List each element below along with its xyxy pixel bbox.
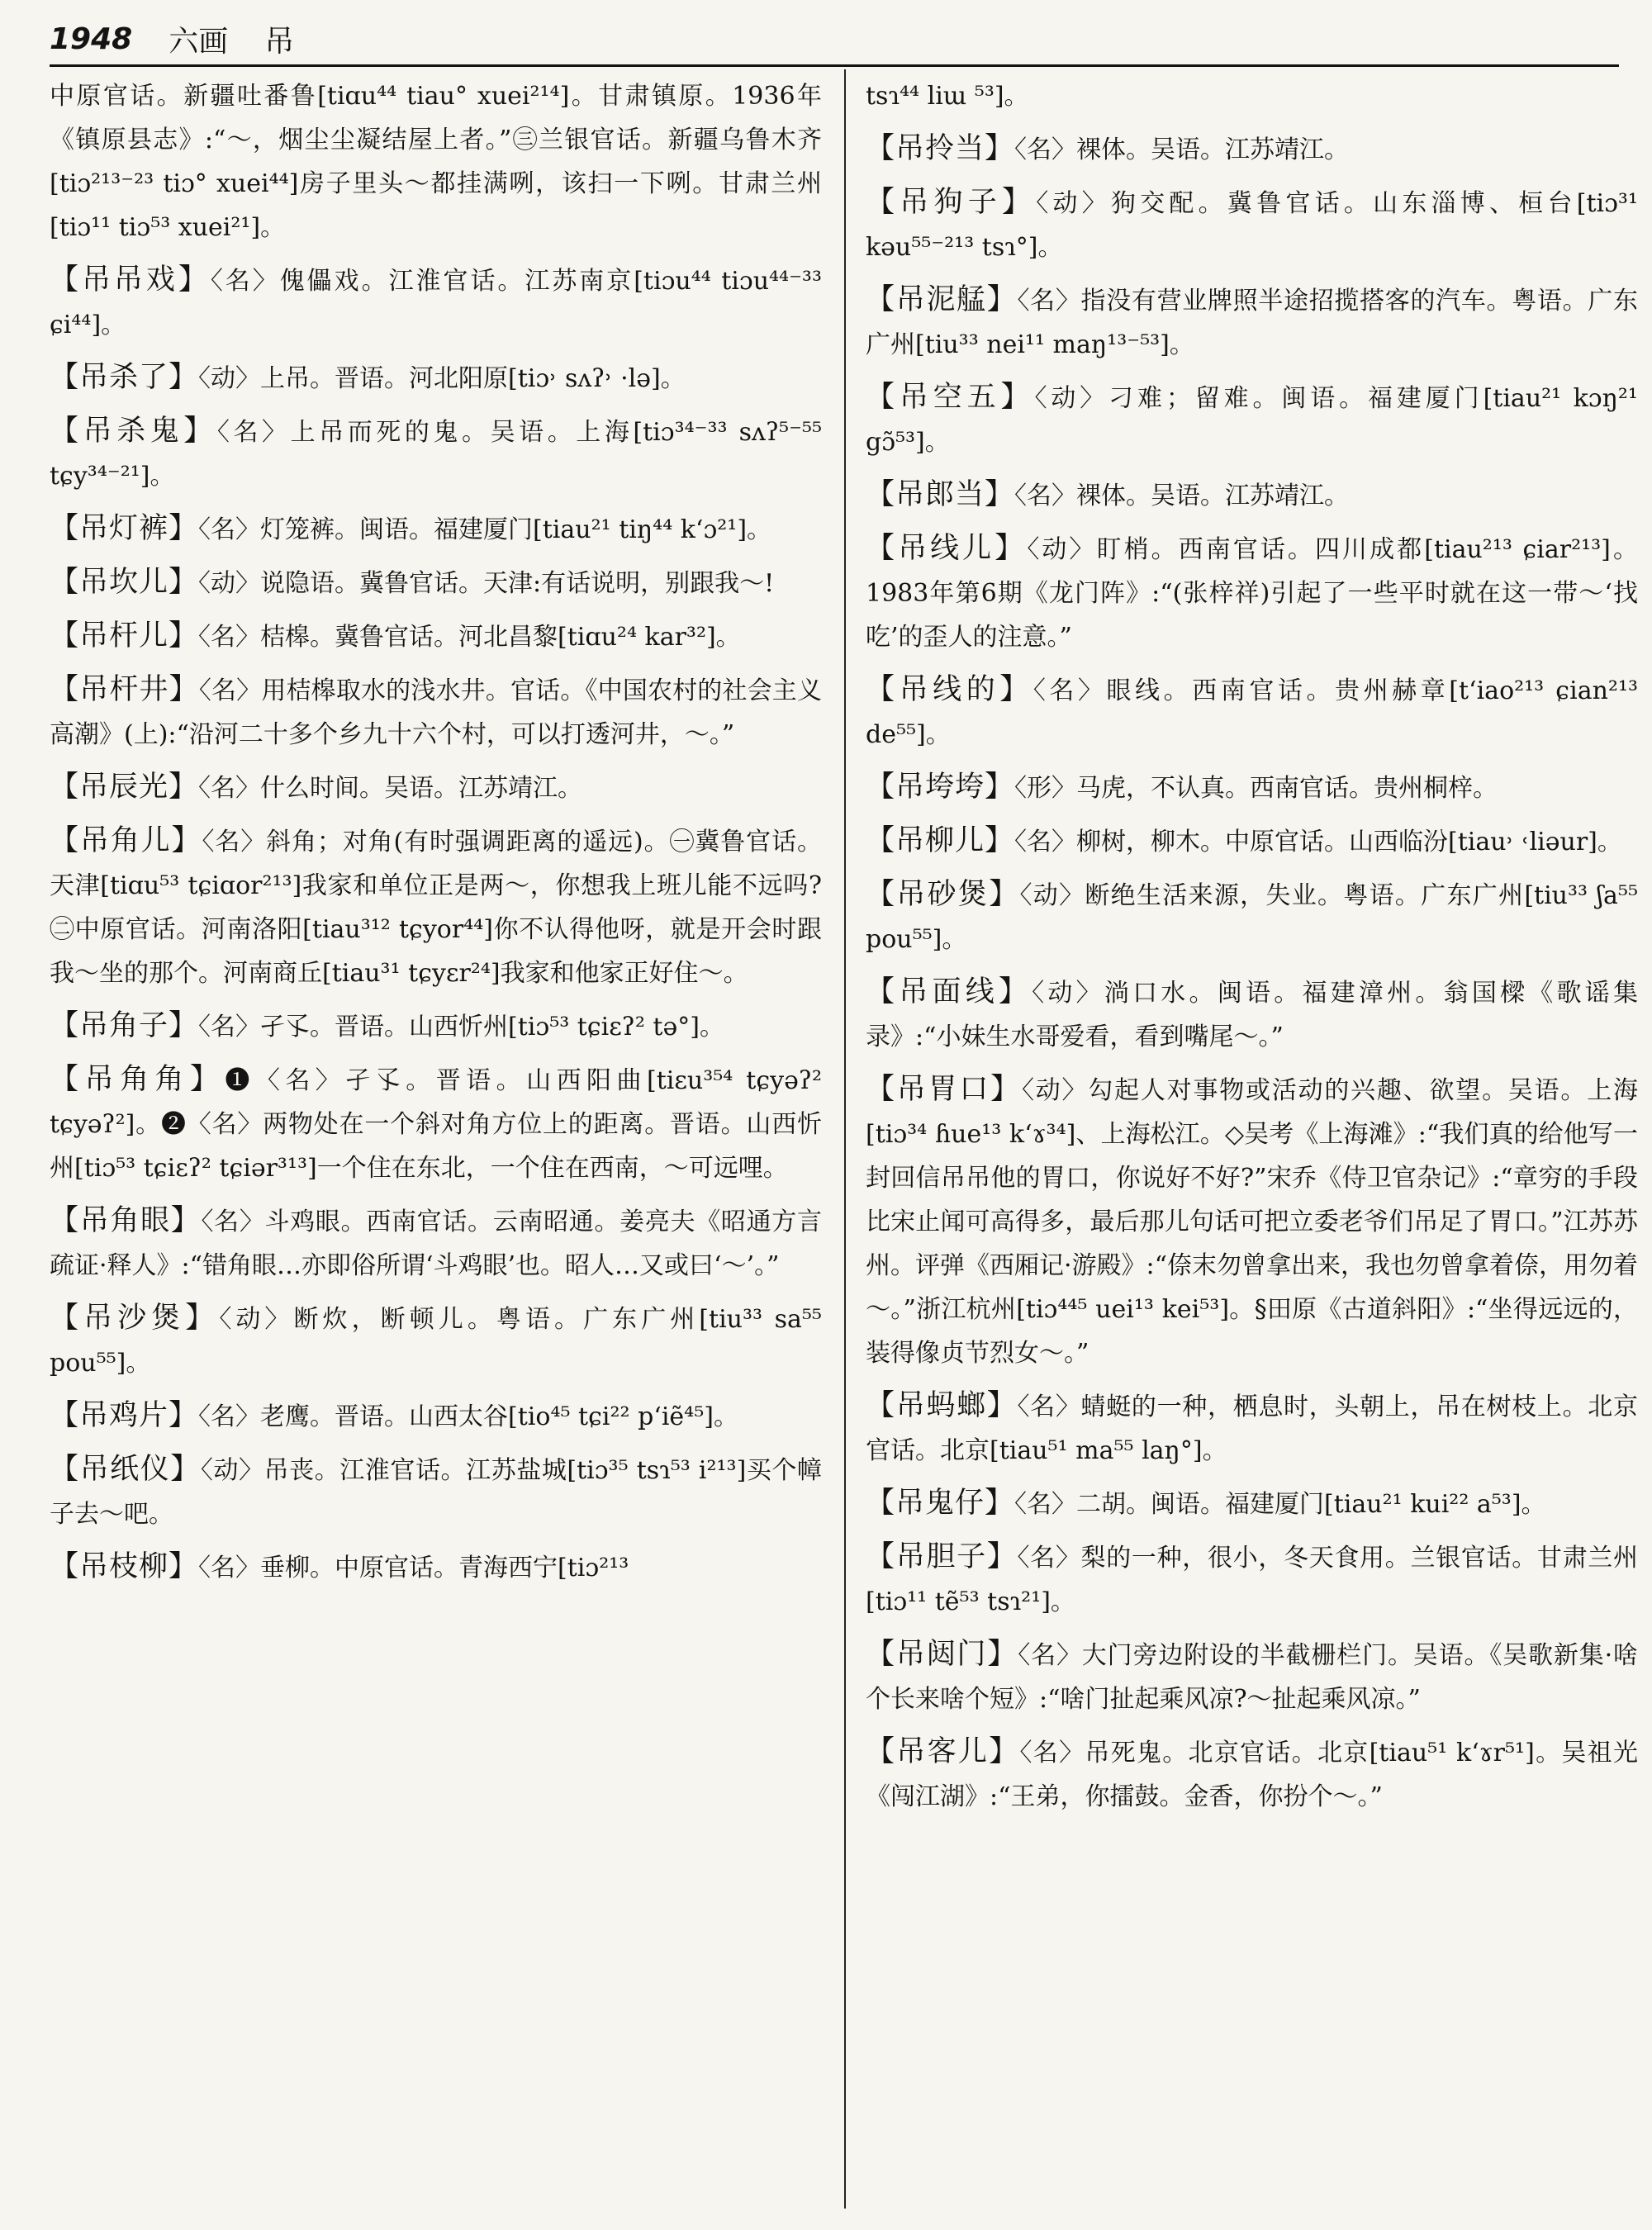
dictionary-entry (50, 259, 822, 347)
headword-text: 吊闼门 (895, 1638, 988, 1671)
dictionary-entry (50, 1058, 822, 1190)
dictionary-entry (50, 614, 822, 659)
entry-definition: 〈动〉盯梢。西南官话。四川成都[tiau²¹³ ɕiar²¹³]。1983年第6期《龙门阵》:“(张梓祥)引起了一些平时就在这一带～‘找吃’的歪人的注意。” (866, 535, 1638, 652)
entry-headword: 【吊鬼仔】 (866, 1487, 1015, 1520)
entry-headword: 【吊杀了】 (50, 361, 199, 394)
headword-text: 吊角子 (79, 1009, 169, 1042)
entry-headword: 【吊蚂螂】 (866, 1389, 1018, 1422)
dictionary-entry (50, 1394, 822, 1439)
entry-headword: 【吊坎儿】 (50, 566, 199, 599)
dictionary-entry (50, 410, 822, 498)
entry-headword: 【吊客儿】 (866, 1735, 1020, 1768)
dictionary-entry (866, 1482, 1638, 1526)
entry-headword: 【吊闼门】 (866, 1638, 1018, 1671)
dictionary-entry (866, 127, 1638, 172)
dictionary-entry (50, 1004, 822, 1049)
entry-headword: 【吊面线】 (866, 975, 1032, 1008)
entry-definition: 〈形〉马虎，不认真。西南官话。贵州桐梓。 (1014, 774, 1498, 803)
entry-definition: 〈动〉说隐语。冀鲁官话。天津:有话说明，别跟我～! (198, 569, 775, 598)
entry-headword: 【吊纸仪】 (50, 1453, 201, 1486)
continuation-text: tsɿ⁴⁴ liɯ ⁵³]。 (866, 82, 1029, 111)
dictionary-entry (50, 819, 822, 995)
dictionary-entry (866, 668, 1638, 757)
entry-definition: 〈名〉斗鸡眼。西南官话。云南昭通。姜亮夫《昭通方言疏证·释人》:“错角眼…亦即俗所谓‘斗鸡眼’也。昭人…又或曰‘～’。” (50, 1208, 822, 1280)
entry-headword: 【吊垮垮】 (866, 771, 1015, 804)
dictionary-entry (50, 507, 822, 552)
entry-headword: 【吊胃口】 (866, 1073, 1022, 1106)
entry-headword: 【吊角儿】 (50, 824, 202, 857)
headword-text: 吊坎儿 (79, 566, 169, 599)
entry-definition: 〈名〉柳树，柳木。中原官话。山西临汾[tiau˒ ˓liəur]。 (1014, 828, 1622, 856)
left-column (50, 74, 822, 2213)
headword-text: 吊拎当 (895, 132, 985, 165)
entry-headword: 【吊杆儿】 (50, 619, 199, 652)
entry-definition: 〈名〉桔槔。冀鲁官话。河北昌黎[tiɑu²⁴ kar³²]。 (198, 623, 741, 652)
headword-text: 吊鬼仔 (895, 1487, 985, 1520)
dictionary-entry (866, 766, 1638, 810)
entry-definition: 〈名〉什么时间。吴语。江苏靖江。 (198, 774, 583, 803)
entry-definition: 〈动〉吊丧。江淮官话。江苏盐城[tiɔ³⁵ tsɿ⁵³ i²¹³]买个幛子去～吧。 (50, 1456, 822, 1529)
entry-definition: 〈名〉蜻蜓的一种，栖息时，头朝上，吊在树枝上。北京官话。北京[tiau⁵¹ ma⁵⁵ laŋ°]。 (866, 1393, 1638, 1465)
entry-headword: 【吊角子】 (50, 1009, 199, 1042)
entry-headword: 【吊杀鬼】 (50, 415, 217, 448)
entry-headword: 【吊拎当】 (866, 132, 1015, 165)
entry-definition: 〈名〉眼线。西南官话。贵州赫章[tʻiao²¹³ ɕian²¹³ de⁵⁵]。 (866, 676, 1638, 749)
dictionary-entry (866, 181, 1638, 269)
dictionary-entry (866, 1384, 1638, 1473)
dictionary-entry (50, 668, 822, 757)
entry-headword: 【吊角眼】 (50, 1204, 202, 1237)
headword-text: 吊纸仪 (79, 1453, 171, 1486)
entry-definition: 〈动〉上吊。晋语。河北阳原[tiɔ˒ sʌʔ˒ ·lə]。 (198, 364, 686, 393)
headword-text: 吊角儿 (79, 824, 172, 857)
headword-text: 吊枝柳 (79, 1550, 169, 1583)
headword-text: 吊泥艋 (895, 283, 987, 316)
entry-headword: 【吊沙煲】 (50, 1302, 220, 1335)
entry-headword: 【吊灯裤】 (50, 512, 199, 545)
page-number: 1948 (50, 21, 133, 56)
dictionary-entry (866, 1535, 1638, 1624)
dictionary-entry (866, 527, 1638, 659)
headword-text: 吊杀了 (79, 361, 169, 394)
dictionary-entry (50, 561, 822, 605)
entry-headword: 【吊吊戏】 (50, 263, 211, 297)
entry-headword: 【吊辰光】 (50, 771, 199, 804)
entry-headword: 【吊柳儿】 (866, 824, 1015, 857)
headword-text: 吊角眼 (79, 1204, 171, 1237)
entry-definition: 〈名〉梨的一种，很小，冬天食用。兰银官话。甘肃兰州[tiɔ¹¹ tẽ⁵³ tsɿ²¹]。 (866, 1544, 1638, 1616)
dictionary-entry (50, 1297, 822, 1385)
dictionary-entry (866, 473, 1638, 518)
entry-definition: 〈动〉断炊，断顿儿。粤语。广东广州[tiu³³ sa⁵⁵ pou⁵⁵]。 (50, 1305, 822, 1378)
dictionary-entry (50, 1448, 822, 1536)
entry-headword: 【吊郎当】 (866, 478, 1015, 511)
dictionary-entry (866, 278, 1638, 367)
entry-headword: 【吊泥艋】 (866, 283, 1018, 316)
entry-definition: 〈名〉垂柳。中原官话。青海西宁[tiɔ²¹³ (198, 1554, 629, 1582)
entry-definition: 〈名〉大门旁边附设的半截栅栏门。吴语。《吴歌新集·啥个长来啥个短》:“啥门扯起乘风凉?～扯起乘风凉。” (866, 1641, 1638, 1714)
entry-definition: 〈名〉上吊而死的鬼。吴语。上海[tiɔ³⁴⁻³³ sʌʔ⁵⁻⁵⁵ tɕy³⁴⁻²¹]。 (50, 418, 822, 491)
entry-headword: 【吊线儿】 (866, 532, 1028, 565)
headword-text: 吊杆儿 (79, 619, 169, 652)
dictionary-entry (50, 766, 822, 810)
entry-headword: 【吊线的】 (866, 673, 1033, 706)
headword-text: 吊砂煲 (896, 878, 990, 911)
continuation-text: 中原官话。新疆吐番鲁[tiɑu⁴⁴ tiau° xuei²¹⁴]。甘肃镇原。1936年《镇原县志》:“～，烟尘尘凝结屋上者。”㊂兰银官话。新疆乌鲁木齐[tiɔ²¹³⁻²³ tiɔ° xuei⁴⁴]房子里头～都挂满咧，该扫一下咧。甘肃兰州[tiɔ¹¹ tiɔ⁵³ xuei²¹]。 (50, 82, 822, 242)
entry-definition: 〈名〉指没有营业牌照半途招揽搭客的汽车。粤语。广东广州[tiu³³ nei¹¹ maŋ¹³⁻⁵³]。 (866, 287, 1638, 359)
entry-definition: 〈名〉老鹰。晋语。山西太谷[tio⁴⁵ tɕi²² pʻiẽ⁴⁵]。 (198, 1402, 738, 1431)
headword-text: 吊杆井 (79, 673, 169, 706)
entry-definition: 〈动〉狗交配。冀鲁官话。山东淄博、桓台[tiɔ³¹ kəu⁵⁵⁻²¹³ tsɿ°]。 (866, 189, 1638, 262)
entry-definition: 〈名〉吊死鬼。北京官话。北京[tiau⁵¹ kʻɤr⁵¹]。吴祖光《闯江湖》:“王弟，你擂鼓。金香，你扮个～。” (866, 1739, 1638, 1811)
headword-text: 吊蚂螂 (895, 1389, 987, 1422)
headword-text: 吊狗子 (900, 186, 1002, 219)
headword-text: 吊角角 (84, 1063, 190, 1096)
entry-headword: 【吊砂煲】 (866, 878, 1020, 911)
entry-headword: 【吊枝柳】 (50, 1550, 199, 1583)
entry-headword: 【吊杆井】 (50, 673, 199, 706)
entry-headword: 【吊空五】 (866, 381, 1035, 414)
section-label: 六画 (169, 24, 229, 59)
entry-headword: 【吊胆子】 (866, 1540, 1018, 1573)
entry-definition: ❶〈名〉孑孓。晋语。山西阳曲[tiɛu³⁵⁴ tɕyəʔ² tɕyəʔ²]。❷〈名〉两物处在一个斜对角方位上的距离。晋语。山西忻州[tiɔ⁵³ tɕiɛʔ² tɕiər³¹³]一个住在东北，一个住在西南，～可远哩。 (50, 1066, 822, 1183)
entry-headword: 【吊狗子】 (866, 186, 1037, 219)
headword-text: 吊吊戏 (81, 263, 178, 297)
entry-definition: 〈动〉勾起人对事物或活动的兴趣、欲望。吴语。上海[tiɔ³⁴ ɦue¹³ kʻɤ³⁴]、上海松江。◇吴考《上海滩》:“我们真的给他写一封回信吊吊他的胃口，你说好不好?”宋乔《侍卫官杂记》:“章穷的手段比宋止闻可高得多，最后那儿句话可把立委老爷们吊足了胃口。”江苏苏州。评弹《西厢记·游殿》:“倷末勿曾拿出来，我也勿曾拿着倷，用勿着～。”浙江杭州[tiɔ⁴⁴⁵ uei¹³ kei⁵³]。§田原《古道斜阳》:“坐得远远的，装得像贞节烈女～。” (866, 1076, 1638, 1368)
headword-text: 吊鸡片 (79, 1399, 169, 1432)
entry-list (50, 259, 822, 1590)
entry-definition: 〈名〉孑孓。晋语。山西忻州[tiɔ⁵³ tɕiɛʔ² tə°]。 (198, 1013, 724, 1041)
entry-definition: 〈名〉灯笼裤。闽语。福建厦门[tiau²¹ tiŋ⁴⁴ kʻɔ²¹]。 (198, 515, 772, 544)
entry-headword: 【吊角角】 (50, 1063, 225, 1096)
dictionary-entry (50, 1199, 822, 1288)
headword-text: 吊胃口 (896, 1073, 991, 1106)
entry-definition: 〈名〉裸体。吴语。江苏靖江。 (1014, 482, 1350, 510)
headword-text: 吊辰光 (79, 771, 169, 804)
headword-text: 吊面线 (899, 975, 999, 1008)
headword-text: 吊垮垮 (895, 771, 985, 804)
entry-definition: 〈名〉用桔槔取水的浅水井。官话。《中国农村的社会主义高潮》(上):“沿河二十多个乡九十六个村，可以打透河井，～。” (50, 676, 822, 749)
headword-text: 吊客儿 (896, 1735, 990, 1768)
dictionary-entry (50, 356, 822, 401)
headword-text: 吊杀鬼 (83, 415, 184, 448)
dictionary-entry (866, 1730, 1638, 1819)
dictionary-entry (866, 819, 1638, 864)
dictionary-entry (866, 1633, 1638, 1721)
headword-text: 吊柳儿 (895, 824, 985, 857)
header-character: 吊 (264, 24, 295, 59)
dictionary-entry (866, 873, 1638, 961)
running-header (50, 15, 1619, 63)
entry-definition: 〈动〉刁难；留难。闽语。福建厦门[tiau²¹ kɔŋ²¹ gɔ̃⁵³]。 (866, 384, 1638, 457)
headword-text: 吊胆子 (895, 1540, 987, 1573)
headword-text: 吊线的 (899, 673, 1000, 706)
headword-text: 吊空五 (899, 381, 1001, 414)
headword-text: 吊沙煲 (83, 1302, 186, 1335)
dictionary-entry (50, 1545, 822, 1590)
column-divider (844, 69, 846, 2209)
dictionary-entry (866, 970, 1638, 1059)
entry-definition: 〈名〉裸体。吴语。江苏靖江。 (1014, 135, 1350, 164)
entry-definition: 〈动〉断绝生活来源，失业。粤语。广东广州[tiu³³ ʃa⁵⁵ pou⁵⁵]。 (866, 881, 1638, 954)
entry-definition: 〈动〉淌口水。闽语。福建漳州。翁国樑《歌谣集录》:“小妹生水哥爱看，看到嘴尾～。” (866, 979, 1638, 1051)
headword-text: 吊线儿 (898, 532, 995, 565)
entry-list (866, 127, 1638, 1819)
header-rule (50, 64, 1619, 67)
dictionary-entry (866, 1068, 1638, 1375)
headword-text: 吊灯裤 (79, 512, 169, 545)
entry-definition: 〈名〉二胡。闽语。福建厦门[tiau²¹ kui²² a⁵³]。 (1014, 1490, 1546, 1519)
right-column (866, 74, 1638, 2213)
headword-text: 吊郎当 (895, 478, 985, 511)
entry-definition: 〈名〉傀儡戏。江淮官话。江苏南京[tiɔu⁴⁴ tiɔu⁴⁴⁻³³ ɕi⁴⁴]。 (50, 267, 822, 339)
dictionary-entry (866, 376, 1638, 464)
entry-definition: 〈名〉斜角；对角(有时强调距离的遥远)。㊀冀鲁官话。天津[tiɑu⁵³ tɕiɑor²¹³]我家和单位正是两～，你想我上班儿能不远吗?㊁中原官话。河南洛阳[tiau³¹² tɕyor⁴⁴]你不认得他呀，就是开会时跟我～坐的那个。河南商丘[tiau³¹ tɕyɛr²⁴]我家和他家正好住～。 (50, 828, 822, 988)
entry-headword: 【吊鸡片】 (50, 1399, 199, 1432)
